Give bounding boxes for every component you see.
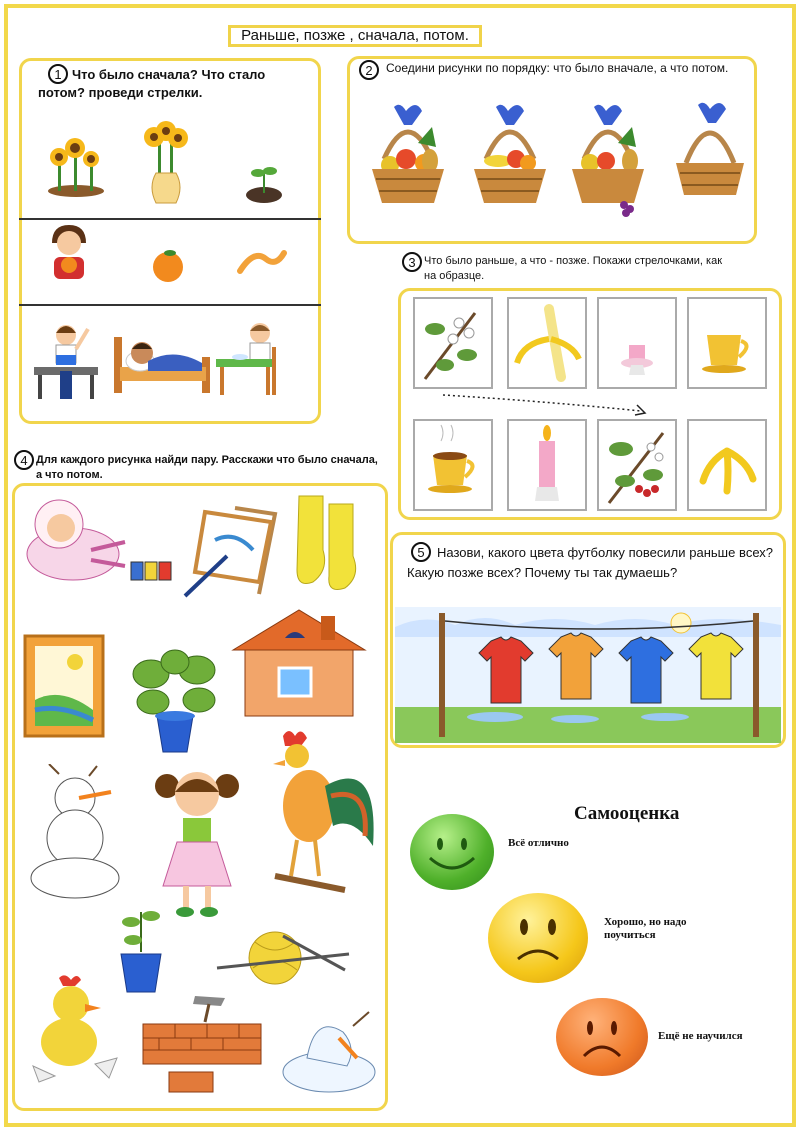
fruit-basket-without-pineapple-icon: [466, 99, 554, 209]
girl-with-pigtails-icon: [149, 762, 245, 922]
potted-plant-icon: [127, 648, 223, 758]
melted-snowman-icon: [277, 998, 381, 1098]
sad-orange-face-icon: [556, 998, 648, 1076]
task5-text: Назови, какого цвета футболку повесили раньше всех? Какую позже всех? Почему ты так думаешь?: [407, 545, 773, 580]
blossoming-branch-icon: [415, 299, 491, 387]
sunflowers-field-icon: [44, 133, 108, 199]
cup-with-tea-icon: [415, 421, 491, 509]
task2-panel: [347, 56, 757, 244]
task4-number: 4: [14, 450, 34, 470]
melted-candle-icon: [599, 299, 675, 387]
yarn-ball-icon: [213, 928, 353, 990]
boy-with-orange-icon: [46, 223, 92, 283]
task5-number: 5: [411, 542, 431, 562]
task1-divider-1: [19, 218, 321, 220]
blue-tshirt-icon: [619, 637, 673, 703]
task3-panel: [398, 288, 782, 520]
task1-text: Что было сначала? Что стало потом? проведи стрелки.: [38, 67, 266, 100]
sad-yellow-face-icon: [488, 893, 588, 983]
task3-cell-banana-peel: [687, 419, 767, 511]
task1-divider-2: [19, 304, 321, 306]
page-title: Раньше, позже , сначала, потом.: [228, 25, 482, 47]
task3-cell-empty-cup: [687, 297, 767, 389]
chick-icon: [25, 972, 123, 1084]
empty-cup-icon: [689, 299, 765, 387]
task3-cell-cup-with-tea: [413, 419, 493, 511]
orange-tshirt-icon: [549, 633, 603, 699]
rating-label-excellent: Всё отлично: [508, 837, 569, 849]
orange-fruit-icon: [150, 247, 186, 283]
frown-face-features: [556, 998, 648, 1076]
full-fruit-basket-icon: [364, 99, 452, 209]
boy-sleeping-in-bed-icon: [110, 327, 214, 397]
task3-cell-tall-candle: [507, 419, 587, 511]
yellow-socks-icon: [289, 490, 373, 594]
tall-candle-icon: [509, 421, 585, 509]
paint-jars-icon: [129, 552, 177, 584]
boy-at-school-desk-icon: [30, 319, 102, 401]
task3-cell-candle-stub: [597, 297, 677, 389]
happy-green-face-icon: [410, 814, 494, 890]
orange-peel-icon: [236, 245, 288, 277]
task2-text: Соедини рисунки по порядку: что было вначале, а что потом.: [386, 61, 729, 75]
rating-label-not-yet: Ещё не научился: [658, 1030, 743, 1042]
task4-text: Для каждого рисунка найди пару. Расскажи что было сначала, а что потом.: [36, 454, 378, 481]
task3-cell-peeled-banana: [507, 297, 587, 389]
sprout-icon: [244, 159, 284, 203]
peeled-banana-icon: [509, 299, 585, 387]
red-tshirt-icon: [479, 637, 533, 703]
task1-number: 1: [48, 64, 68, 84]
brick-wall-with-trowel-icon: [135, 992, 267, 1096]
yellow-tshirt-icon: [689, 633, 743, 699]
happy-face-features: [410, 814, 494, 890]
task2-number: 2: [359, 60, 379, 80]
sad-face-features: [488, 893, 588, 983]
banana-peel-icon: [689, 421, 765, 509]
example-arrow: [441, 391, 651, 421]
task3-number: 3: [402, 252, 422, 272]
melting-snowman-icon: [21, 764, 133, 900]
tshirts-group: [475, 631, 751, 711]
framed-landscape-painting-icon: [21, 630, 107, 740]
task3-cell-branch-berries: [597, 419, 677, 511]
empty-basket-icon: [672, 99, 748, 199]
rooster-icon: [261, 726, 385, 894]
self-assessment-title: Самооценка: [574, 803, 680, 824]
task3-cell-branch-flowers: [413, 297, 493, 389]
fruit-basket-with-grapes-icon: [564, 99, 652, 219]
easel-with-painting-icon: [175, 500, 283, 600]
rating-label-good: Хорошо, но надо поучиться: [604, 916, 687, 941]
task3-text: Что было раньше, а что - позже. Покажи стрелочками, как на образце.: [424, 255, 723, 282]
brick-house-icon: [231, 606, 367, 720]
sunflowers-vase-icon: [140, 121, 192, 205]
baby-in-blanket-icon: [21, 494, 133, 590]
task5-panel: [390, 532, 786, 748]
task4-panel: [12, 483, 388, 1111]
task1-panel: [19, 58, 321, 424]
boy-eating-at-table-icon: [212, 317, 288, 399]
branch-with-berries-icon: [599, 421, 675, 509]
